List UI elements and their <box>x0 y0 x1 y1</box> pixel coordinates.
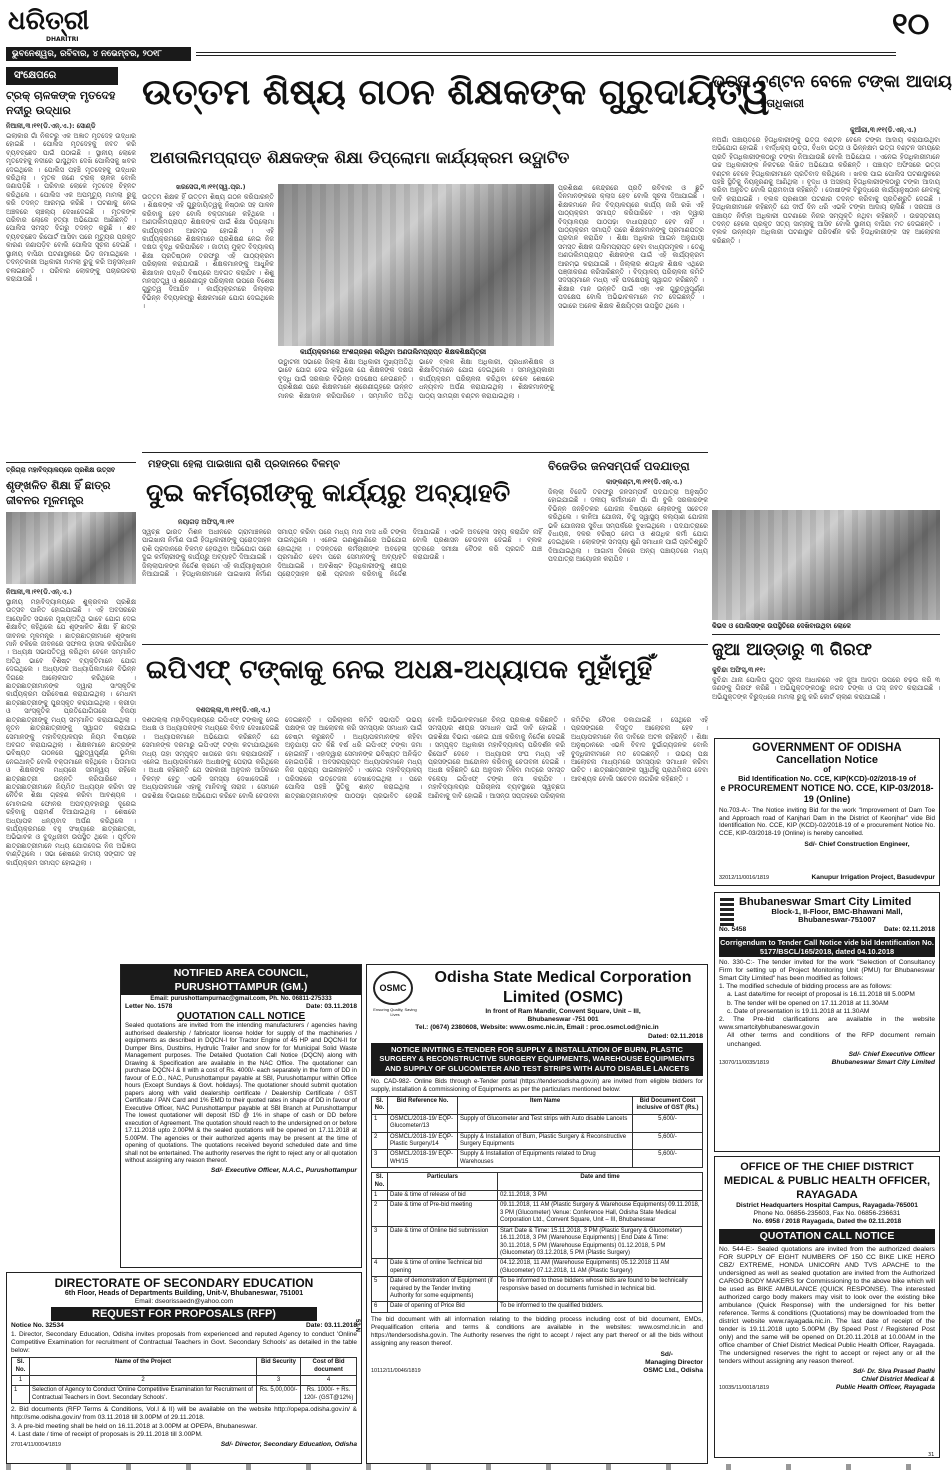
table-cell: Supply & Installation of Equipments related to Drug Warehouses <box>458 1150 633 1168</box>
ad-osmc-addr2: Bhubaneswar -751 001 <box>527 1016 599 1024</box>
ad-bsc-addr2: Bhubaneswar-751007 <box>798 915 876 925</box>
table-cell: 1 <box>372 1114 388 1132</box>
ad-osmc-date: Dated: 02.11.2018 <box>648 1032 703 1040</box>
table-row <box>372 1277 703 1302</box>
gamble-dateline: କୁଚିନ୍ଦା ଅଫିସ୍,୩।୧୧: <box>712 666 766 674</box>
table-cell: 1 <box>372 1191 388 1201</box>
ad-osmc-footer: The bid document with all information relating to the bidding process including cost of bid document, EMDs, Prequalification criteria and terms & conditions are available in the websites: www.osmcl.nic.in and https://tendersodisha.gov.in. The Authority reserves the right to accept / reject any part thereof or all the bids without assigning any reason thereof. <box>371 1315 703 1348</box>
ad-cancellation-notice <box>714 738 940 886</box>
dse-table-header <box>12 1358 357 1376</box>
ad-osmc-banner: NOTICE INVITING E-TENDER FOR SUPPLY & INSTALLATION OF BURN, PLASTIC SURGERY & RECONSTRUCTIVE SURGERY EQUIPMENTS, WAREHOUSE EQUIPMENTS AND SUPPLY OF GLUCOMETER AND TEST STRIPS WITH AUTO DISABLE LANCETS <box>371 1043 703 1076</box>
lead-photo <box>278 184 554 346</box>
ad-osmc-sign: Sd/- <box>660 1350 673 1358</box>
ad-cdm-code: 10035/11/0018/1819 <box>719 1385 770 1392</box>
ad-osmc-tagline: Ensuring Quality, Saving Lives <box>373 1007 417 1017</box>
table-cell: To be informed to the qualified bidders. <box>498 1302 703 1312</box>
osmc-schedule-header <box>372 1173 703 1191</box>
ad-goo-subtitle: Cancellation Notice <box>775 754 879 766</box>
page-footer-dots <box>6 1464 939 1470</box>
table-row <box>372 1191 703 1201</box>
ad-bsc-logo <box>720 898 734 926</box>
story3-body: ଦଶପଲ୍ଲା ମହାବିଦ୍ୟାଳୟରେ ଇପିଏଫ୍ ଟଙ୍କାକୁ ନେଇ ଅଧକ୍ଷ ଓ ଅଧ୍ୟାପକଙ୍କ ମଧ୍ୟରେ ବିବାଦ ଦେଖାଦେଇଛି । ଅଧ୍ୟାପକମାନେ ଅଭିଯୋଗ କରିଛନ୍ତି ଯେ ସେମାନଙ୍କ ଦରମାରୁ ଇପିଏଫ୍ ଟଙ୍କା କଟାଯାଉଥିଲେ ମଧ୍ୟ ତାହା ସମ୍ପୃକ୍ତ ଖାତାରେ ଜମା କରାଯାଉନାହିଁ । ଏନେଇ ଅଧ୍ୟାପକମାନେ ଅଧକ୍ଷଙ୍କୁ ଘେରାଉ କରିଥିଲେ । ଅଧକ୍ଷ କହିଛନ୍ତି ଯେ ସରକାରୀ ଅନୁଦାନ ଆସିବାରେ ବିଳମ୍ବ ହେତୁ ଏଭଳି ସମସ୍ୟା ଦେଖାଦେଇଛି । ଅଧ୍ୟାପକମାନେ ଏହାକୁ ମାନିବାକୁ ନାରାଜ । ସେମାନେ ଉଚ୍ଚଶିକ୍ଷା ବିଭାଗରେ ଅଭିଯୋଗ କରିବେ ବୋଲି ଚେତାବନୀ ଦେଇଛନ୍ତି । ପରିଚାଳନା କମିଟି ସଭାପତି ଉଭୟ ପକ୍ଷଙ୍କ ସହ ଆଲୋଚନା କରି ସମସ୍ୟାର ସମାଧାନ ପାଇଁ ଚେଷ୍ଟା କରୁଛନ୍ତି । ଅଧ୍ୟାପକମାନଙ୍କ କହିବା ଅନୁଯାୟୀ ଗତ କିଛି ବର୍ଷ ଧରି ଇପିଏଫ୍ ଟଙ୍କା ଜମା ହୋଇନାହିଁ । ଏହାଦ୍ୱାରା ସେମାନଙ୍କ ଭବିଷ୍ୟତ ଅନିଶ୍ଚିତ ହୋଇପଡ଼ିଛି । ଅବସରପ୍ରାପ୍ତ ଅଧ୍ୟାପକମାନେ ମଧ୍ୟ ନିଜ ପ୍ରାପ୍ୟ ପାଇନାହାନ୍ତି । ଏନେଇ ମହାବିଦ୍ୟାଳୟ ପରିସରରେ ଉତ୍ତେଜନା ଦେଖାଦେଇଥିଲା । ପରେ ପୋଲିସ ପହଞ୍ଚି ସ୍ଥିତିକୁ ଶାନ୍ତ କରାଇଥିଲା । ଛାତ୍ରଛାତ୍ରୀମାନଙ୍କ ପାଠପଢ଼ା ପ୍ରଭାବିତ ହେଉଛି ବୋଲି ଅଭିଭାବକମାନେ ଚିନ୍ତା ପ୍ରକାଶ କରିଛନ୍ତି । ସମସ୍ୟାର ଶୀଘ୍ର ସମାଧାନ ପାଇଁ ଦାବି ହୋଇଛି । ଉଚ୍ଚଶିକ୍ଷା ବିଭାଗ ଏନେଇ ଯାଞ୍ଚ କରିବାକୁ ନିର୍ଦ୍ଦେଶ ଦେଇଛି । ସମ୍ପୃକ୍ତ ଅଧିକାରୀ ମହାବିଦ୍ୟାଳୟ ପରିଦର୍ଶନ କରି ରିପୋର୍ଟ ଦେବେ । ଅଧ୍ୟାପକ ସଂଘ ମଧ୍ୟ ଏହି ପ୍ରସଙ୍ଗରେ ଆନ୍ଦୋଳନ କରିବାକୁ ଚେତାବନୀ ଦେଇଛି । ଅଧକ୍ଷ କହିଛନ୍ତି ଯେ ଅନୁଦାନ ମିଳିବା ମାତ୍ରେ ସମସ୍ତ ବକେୟା ଇପିଏଫ୍ ଟଙ୍କା ଜମା କରାଯିବ । ମହାବିଦ୍ୟାଳୟର ପରିଚାଳନା ବ୍ୟବସ୍ଥାରେ ସ୍ୱଚ୍ଛତା ଆଣିବାକୁ ଦାବି ହୋଇଛି । ଆସନ୍ତା ସପ୍ତାହରେ ପରିଚାଳନା କମିଟିର ବୈଠକ ଡକାଯାଇଛି । ସେଥିରେ ଏହି ପ୍ରସଙ୍ଗରେ ବିସ୍ତୃତ ଆଲୋଚନା ହେବ । ଅଧ୍ୟାପକମାନେ ନିଜ ଦାବିରେ ଅଟଳ ରହିଛନ୍ତି । ଶିକ୍ଷା ଅନୁଷ୍ଠାନରେ ଏଭଳି ବିବାଦ ଦୁର୍ଭାଗ୍ୟଜନକ ବୋଲି ବୁଦ୍ଧିଜୀବୀମାନେ ମତ ଦେଇଛନ୍ତି । ଉଭୟ ପକ୍ଷ ଆଲୋଚନା ମାଧ୍ୟମରେ ସମସ୍ୟାର ସମାଧାନ କରିବା ଉଚିତ । ଛାତ୍ରଛାତ୍ରୀଙ୍କ ସ୍ୱାର୍ଥକୁ ପ୍ରାଥମିକତା ଦେବା ଆବଶ୍ୟକ ବୋଲି ସଚେତନ ନାଗରିକ କହିଛନ୍ତି । <box>142 716 708 800</box>
ad-cdm-addr: District Headquarters Hospital Campus, Rayagada-765001 <box>736 1202 918 1209</box>
osmc-sch-col-slno: Sl. No. <box>372 1173 388 1191</box>
left-story-kicker: ତ୍ରିଗ୍ରା ମହାବିଦ୍ୟାଳୟରେ ପ୍ରଶିକ୍ଷ ଉତ୍ସବ <box>6 466 116 474</box>
ad-bsc-code: 13070/11/0035/1819 <box>719 1060 770 1067</box>
ad-osmc-contact: Tel.: (0674) 2380608, Website: www.osmc.nic.in, Email : proc.osmcl.od@nic.in <box>415 1024 659 1032</box>
right-top-photo <box>712 510 940 620</box>
ad-bsc-addr1: Block-1, II-Floor, BMC-Bhawani Mall, <box>771 907 903 916</box>
ad-bsc-date: Date: 02.11.2018 <box>884 926 935 934</box>
ad-cdm-sign3: Public Health Officer, Rayagada <box>835 1384 935 1392</box>
ad-nac-ref <box>125 1003 357 1011</box>
ad-cdm-sign2: Chief District Medical & <box>861 1375 935 1383</box>
ad-cdm-title: OFFICE OF THE CHIEF DISTRICT MEDICAL & PUBLIC HEALTH OFFICER, RAYAGADA <box>723 1161 931 1201</box>
table-cell: Supply & Installation of Burn, Plastic Surgery & Reconstructive Surgery Equipments <box>458 1132 633 1150</box>
ad-dse-addr: 6th Floor, Heads of Departments Building, Unit-V, Bhubaneswar, 751001 <box>64 1290 304 1297</box>
osmc-sch-col-date: Date and time <box>498 1173 703 1191</box>
story2-kicker: ମହଙ୍ଗା ହେଲା ପାଇଖାନା ରାଶି ପ୍ରଦାନରେ ବିଳମ୍ବ <box>148 459 340 470</box>
table-cell: OSMCL/2018-19/ EQP-Plastic Surgery/14 <box>388 1132 458 1150</box>
ad-cdmo-rayagada <box>714 1156 940 1458</box>
ad-nac-purushottampur <box>120 964 362 1268</box>
ad-osmc-sign2: Managing Director <box>645 1358 703 1366</box>
table-cell: OSMCL/2018-19/ EQP-WH/15 <box>388 1150 458 1168</box>
table-cell: Date of opening of Price Bid <box>388 1302 498 1312</box>
table-cell: OSMCL/2018-19/ EQP-Glucometer/13 <box>388 1114 458 1132</box>
table-cell: 5 <box>372 1277 388 1302</box>
dse-table-index <box>12 1376 357 1386</box>
ad-dse-p1: 1. Director, Secondary Education, Odisha invites proposals from experienced and reputed Agency to conduct 'Online Competitive Examination for recruitment of Contractual Teachers in Govt. Secondary Schools' as detailed in the table below: <box>11 1330 357 1355</box>
lead-dateline: ଖରସେତା,୩।୧୧(ସ୍ୱ.ପ୍ର.) <box>176 183 246 191</box>
ad-cdm-body: No. 544-E:- Sealed quotations are invited from the authorized dealers FOR SUPPLY OF EIGHT NUMBERS OF 150 CC BIKE LIKE HERO CBZ/ EXTREME, HONDA UNICORN AND TVS APACHE to the undersigned as well as sealed quotation are invited from the Authorized CARGO BODY MAKERS for Commissioning to the above bike which will be used as BIKE AMBULANCE (QUICK RESPONSE). The interested authorized cargo body makers may visit to look over the existing bike ambulance (Quick Response) with the undersigned for his better reference. Terms & conditions (Quotations) may be downloaded from the district website www.rayagada.nic.in. The last date of receipt of the tender is 19.11.2018 upto 5.00PM (By Speed Post / Registered Post only) and the same will be opened on Dt.20.11.2018 at 10.00AM in the office chamber of Chief District Medical Public Health Officer, Rayagada. The undersigned reserves the right to accept or reject any or all the tenders without assigning any reason thereof. <box>719 1245 935 1365</box>
table-cell: 3 <box>372 1226 388 1259</box>
left-story-dateline: ନିଆଳୀ,୩।୧୧(ଡି.ଏନ୍.ଏ.) <box>6 588 72 596</box>
ad-goo-line2: Bid Identification No. CCE, KIP(KCD)-02/2018-19 of <box>738 774 916 784</box>
table-cell: 5,600/- <box>633 1150 703 1168</box>
masthead-logo: ଧରିତ୍ରୀ <box>8 6 90 36</box>
ad-bsc-title: Bhubaneswar Smart City Limited <box>739 896 912 908</box>
brief-dateline: ନିଆଳୀ,୩।୧୧(ଡି.ଏନ୍.ଏ.): ସୋଣ୍ଡି <box>6 122 96 130</box>
ad-bsc-item1a: a. Last date/time for receipt of proposal is 16.11.2018 till 5.00PM <box>727 991 915 999</box>
ad-secondary-education <box>6 1272 362 1464</box>
lead-headline: ଉତ୍ତମ ଶିଷ୍ୟ ଗଠନ ଶିକ୍ଷକଙ୍କ ଗୁରୁଦାୟିତ୍ୱ <box>142 72 770 113</box>
ad-bsc-banner: Corrigendum to Tender Call Notice vide bid Identification No. 5177/BSCL/165/2018, dated 04.10.2018 <box>720 937 934 956</box>
right-top-body: ନଅଗାଁ ପଞ୍ଚାୟତରେ ହିତାଧିକାରୀଙ୍କୁ ଭତ୍ତା ବଣ୍ଟନ ବେଳେ ଟଙ୍କା ଆଦାୟ କରାଯାଉଥିବା ଅଭିଯୋଗ ହୋଇଛି । ବାର୍ଦ୍ଧକ୍ୟ ଭତ୍ତା, ବିଧବା ଭତ୍ତା ଓ ଭିନ୍ନକ୍ଷମ ଭତ୍ତା ବଣ୍ଟନ ସମୟରେ ପ୍ରତି ହିତାଧିକାରୀଙ୍କଠାରୁ ଟଙ୍କା ନିଆଯାଉଛି ବୋଲି ଅଭିଯୋଗ । ଏନେଇ ହିତାଧିକାରୀମାନେ ଉଚ୍ଚ ଅଧିକାରୀଙ୍କ ନିକଟରେ ଲିଖିତ ଅଭିଯୋଗ କରିଛନ୍ତି । ପଞ୍ଚାୟତ ଅଫିସରେ ଭତ୍ତା ବଣ୍ଟନ ବେଳେ ହିତାଧିକାରୀମାନେ ପ୍ରତିବାଦ କରିଥିଲେ । ଖବର ପାଇ ପୋଲିସ ଘଟଣାସ୍ଥଳରେ ପହଞ୍ଚି ସ୍ଥିତିକୁ ନିୟନ୍ତ୍ରଣକୁ ଆଣିଥିଲା । ବୃଦ୍ଧ ଓ ଅସହାୟ ହିତାଧିକାରୀଙ୍କଠାରୁ ଟଙ୍କା ଆଦାୟ କରିବା ଅନୁଚିତ ବୋଲି ଗ୍ରାମବାସୀ କହିଛନ୍ତି । ଦୋଷୀଙ୍କ ବିରୁଦ୍ଧରେ କାର୍ଯ୍ୟାନୁଷ୍ଠାନ ନେବାକୁ ଦାବି କରାଯାଇଛି । ବ୍ଲକ ପ୍ରଶାସନ ଘଟଣାର ତଦନ୍ତ କରିବାକୁ ପ୍ରତିଶ୍ରୁତି ଦେଇଛି । ହିତାଧିକାରୀମାନେ କହିଛନ୍ତି ଯେ ଦୀର୍ଘ ଦିନ ଧରି ଏଭଳି ଟଙ୍କା ଆଦାୟ ଚାଲିଛି । ସରପଞ୍ଚ ଓ ପଞ୍ଚାୟତ ନିର୍ବାହୀ ଅଧିକାରୀ ଘଟଣାରେ ନିଜର ସମ୍ପୃକ୍ତି ନଥିବା କହିଛନ୍ତି । ଉଚ୍ଚସ୍ତରୀୟ ତଦନ୍ତ ହେଲେ ପ୍ରକୃତ ସତ୍ୟ ସାମ୍ନାକୁ ଆସିବ ବୋଲି ସ୍ଥାନୀୟ ବାସିନ୍ଦା ମତ ଦେଇଛନ୍ତି । ବ୍ଲକ ଉନ୍ନୟନ ଅଧିକାରୀ ଘଟଣାସ୍ଥଳ ପରିଦର୍ଶନ କରି ହିତାଧିକାରୀଙ୍କ ସହ ଆଲୋଚନା କରିଛନ୍ତି । <box>712 136 940 245</box>
ad-goo-line3: e PROCUREMENT NOTICE NO. CCE, KIP-03/2018-19 (Online) <box>720 783 934 805</box>
ad-nac-letter: Letter No. 1578 <box>125 1003 173 1011</box>
table-cell: To be informed to those bidders whose bids are found to be technically responsive based on documents furnished in technical bid. <box>498 1277 703 1302</box>
ad-dse-p3: 3. A pre-bid meeting shall be held on 16.11.2018 at 3.00PM at OPEPA, Bhubaneswar. <box>11 1422 258 1430</box>
table-cell: Date & time of release of bid <box>388 1191 498 1201</box>
table-cell: 09.11.2018, 11 AM (Plastic Surgery & Warehouse Equipments) 09.11.2018, 3 PM (Glucometer) Venue: Conference Hall, Odisha State Medical Corporation Ltd., Convent Square, Unit – III, Bhubaneswar <box>498 1201 703 1226</box>
lead-photo-caption: କାର୍ଯ୍ୟକ୍ରମରେ ଅଂଶଗ୍ରହଣ କରିଥିବା ଅଣତାଲିମପ୍ରାପ୍ତ ଶିକ୍ଷକଶିକ୍ଷୟିତ୍ରୀ <box>300 348 487 356</box>
osmc-logo: OSMC <box>373 971 413 1005</box>
ad-bsc-sign2: Bhubaneswar Smart City Limited <box>831 1059 935 1067</box>
ad-osmc <box>366 964 708 1464</box>
side-story-headline: ବିଜେଡିର ଜନସମ୍ପର୍କ ପଦଯାତ୍ରା <box>548 459 690 473</box>
table-cell: 6 <box>372 1302 388 1312</box>
table-cell: 04.12.2018, 11 AM (Warehouse Equipments) 05.12.2018 11 AM (Glucometer) 07.12.2018, 11 AM (Plastic Surgery) <box>498 1259 703 1277</box>
ad-cdm-no: No. 6958 / 2018 Rayagada, Dated the 02.11.2018 <box>752 1218 902 1226</box>
gamble-body: କୁଚିନ୍ଦା ଥାନା ପୋଲିସ ଗୁପ୍ତ ସୂଚନା ଆଧାରରେ ଏକ ଜୁଆ ଆଡ୍ଡା ଉପରେ ଚଢ଼ଉ କରି ୩ ଜଣଙ୍କୁ ଗିରଫ କରିଛି । ଅଭିଯୁକ୍ତଙ୍କଠାରୁ ନଗଦ ଟଙ୍କା ଓ ତାସ୍ ଜବତ କରାଯାଇଛି । ଅଭିଯୁକ୍ତଙ୍କ ବିରୁଦ୍ଧରେ ମାମଲା ରୁଜୁ କରି କୋର୍ଟ ଚାଲାଣ କରାଯାଇଛି । <box>712 676 940 701</box>
brief-label: ସଂକ୍ଷେପରେ <box>14 70 57 81</box>
table-row <box>372 1132 703 1150</box>
ad-osmc-sign3: OSMC Ltd., Odisha <box>643 1366 703 1374</box>
ad-goo-body: No.703-A:- The Notice inviting Bid for the work "Improvement of Dam Toe and Approach road of Kanjhari Dam in the District of Keonjhar" vide Bid Identification No. CCE, KIP (KCD)-02/2018-19 of e procurement Notice No. CCE, KIP-03/2018-19 (Online) is hereby cancelled. <box>719 807 935 837</box>
dse-col-security: Bid Security <box>257 1358 301 1376</box>
story2-dateline: ନୟାଗଡ଼ ଅଫିସ୍,୩।୧୧ <box>178 518 235 526</box>
story3-dateline: ଦଶପଲ୍ଲା,୩।୧୧(ଡି.ଏନ୍.ଏ.) <box>196 706 271 714</box>
lead-body-col1: ଉତ୍ତମ ଶିକ୍ଷକ ହିଁ ଉତ୍ତମ ଶିଷ୍ୟ ଗଠନ କରିପାରନ୍ତି । ଶିକ୍ଷକଙ୍କ ଏହି ଗୁରୁଦାୟିତ୍ୱକୁ ନିଷ୍ଠାର ସହ ପାଳନ କରିବାକୁ ହେବ ବୋଲି ବକ୍ତାମାନେ କହିଥିଲେ । ଅଣତାଲିମପ୍ରାପ୍ତ ଶିକ୍ଷକଙ୍କ ପାଇଁ ଶିକ୍ଷା ଡିପ୍ଲୋମା କାର୍ଯ୍ୟକ୍ରମ ଆରମ୍ଭ ହୋଇଛି । ଏହି କାର୍ଯ୍ୟକ୍ରମରେ ଶିକ୍ଷକମାନେ ପ୍ରଶିକ୍ଷଣ ନେଇ ନିଜ ଦକ୍ଷତା ବୃଦ୍ଧି କରିପାରିବେ । ଜାତୀୟ ମୁକ୍ତ ବିଦ୍ୟାଳୟ ଶିକ୍ଷା ପ୍ରତିଷ୍ଠାନ ତରଫରୁ ଏହି ପାଠ୍ୟକ୍ରମ ପରିଚାଳନା କରାଯାଉଛି । ଶିକ୍ଷକମାନଙ୍କୁ ଆଧୁନିକ ଶିକ୍ଷାଦାନ ପଦ୍ଧତି ବିଷୟରେ ଅବଗତ କରାଯିବ । ଶିଶୁ ମନସ୍ତତ୍ତ୍ୱ ଓ ଶ୍ରେଣୀଗୃହ ପରିଚାଳନା ଉପରେ ବିଶେଷ ଗୁରୁତ୍ୱ ଦିଆଯିବ । କାର୍ଯ୍ୟକ୍ରମରେ ଜିଲ୍ଲାର ବିଭିନ୍ନ ବିଦ୍ୟାଳୟରୁ ଶିକ୍ଷକମାନେ ଯୋଗ ଦେଇଥିଲେ । <box>142 193 274 311</box>
table-cell: Date & time of Online bid submission <box>388 1226 498 1259</box>
ad-goo-sign: Sd/- Chief Construction Engineer, <box>804 840 910 848</box>
ad-nac-banner: QUOTATION CALL NOTICE <box>176 1011 306 1023</box>
ad-goo-title: GOVERNMENT OF ODISHA <box>752 742 902 754</box>
ad-bsc-item3: All other terms and conditions of the RFP document remain unchanged. <box>727 1032 935 1048</box>
table-row <box>372 1302 703 1312</box>
left-story-headline: ଶୃଙ୍ଖଳିତ ଶିକ୍ଷା ହିଁ ଛାତ୍ର ଜୀବନର ମୂଳମନ୍ତ୍ର <box>6 479 111 507</box>
table-cell: 3 <box>257 1376 301 1386</box>
osmc-bid-table <box>371 1096 703 1168</box>
ad-bsc-ref <box>719 926 935 934</box>
table-cell: 1 <box>12 1376 30 1386</box>
masthead-dateline: ଭୁବନେଶ୍ୱର, ରବିବାର, ୪ ନଭେମ୍ବର, ୨୦୧୮ <box>12 49 162 59</box>
ad-bsc-item1c: c. Date of presentation is 19.11.2018 at 11.30AM <box>727 1007 870 1015</box>
side-story-body: ଜିଲ୍ଲା ବିଜେଡି ତରଫରୁ ଜନସମ୍ପର୍କ ପଦଯାତ୍ରା ଅନୁଷ୍ଠିତ ହୋଇଯାଇଛି । ଦଳୀୟ କର୍ମୀମାନେ ଗାଁ ଗାଁ ବୁଲି ସରକାରଙ୍କ ବିଭିନ୍ନ ଜନହିତକର ଯୋଜନା ବିଷୟରେ ଲୋକଙ୍କୁ ସଚେତନ କରିଥିଲେ । କାଳିଆ ଯୋଜନା, ବିଜୁ ସ୍ୱାସ୍ଥ୍ୟ କଲ୍ୟାଣ ଯୋଜନା ଭଳି ଯୋଜନାର ସୁବିଧା ସମ୍ପର୍କରେ ବୁଝାଇଥିଲେ । ପଦଯାତ୍ରାରେ ବିଧାୟକ, ଦଳର ବରିଷ୍ଠ ନେତା ଓ ଶତାଧିକ କର୍ମୀ ଯୋଗ ଦେଇଥିଲେ । ଲୋକଙ୍କ ସମସ୍ୟା ଶୁଣି ସମାଧାନ ପାଇଁ ପ୍ରତିଶ୍ରୁତି ଦିଆଯାଇଥିଲା । ଆଗାମୀ ଦିନରେ ଅନ୍ୟ ପଞ୍ଚାୟତରେ ମଧ୍ୟ ପଦଯାତ୍ରା ଆୟୋଜନ କରାଯିବ । <box>548 488 708 564</box>
story2-body: ସ୍ୱଚ୍ଛ ଭାରତ ମିଶନ ଅଧୀନରେ ଗ୍ରାମାଞ୍ଚଳରେ ପାଇଖାନା ନିର୍ମାଣ ପାଇଁ ହିତାଧିକାରୀଙ୍କୁ ପ୍ରୋତ୍ସାହନ ରାଶି ପ୍ରଦାନରେ ବିଳମ୍ବ ହେଉଥିବା ଅଭିଯୋଗ ପରେ ଦୁଇ କର୍ମଚାରୀଙ୍କୁ କାର୍ଯ୍ୟରୁ ଅବ୍ୟାହତି ଦିଆଯାଇଛି । ଜିଲ୍ଲାପାଳଙ୍କ ନିର୍ଦ୍ଦେଶ କ୍ରମେ ଏହି କାର୍ଯ୍ୟାନୁଷ୍ଠାନ ନିଆଯାଇଛି । ହିତାଧିକାରୀମାନେ ପାଇଖାନା ନିର୍ମାଣ ସମାପ୍ତ କରିବା ପରେ ମଧ୍ୟ ମାସ ମାସ ଧରି ଟଙ୍କା ପାଇନଥିଲେ । ଏନେଇ ଗଣଶୁଣାଣିରେ ଅଭିଯୋଗ ହୋଇଥିଲା । ତଦନ୍ତରେ କର୍ମଚାରୀଙ୍କ ଅବହେଳା ପ୍ରମାଣିତ ହେବା ପରେ ସେମାନଙ୍କୁ ଅବ୍ୟାହତି ଦିଆଯାଇଛି । ଅବଶିଷ୍ଟ ହିତାଧିକାରୀଙ୍କୁ ଶୀଘ୍ର ପ୍ରୋତ୍ସାହନ ରାଶି ପ୍ରଦାନ କରିବାକୁ ନିର୍ଦ୍ଦେଶ ଦିଆଯାଇଛି । ଏଭଳି ଅବହେଳା ସହ୍ୟ କରାଯିବ ନାହିଁ ବୋଲି ପ୍ରଶାସନ ଚେତାବନୀ ଦେଇଛି । ବ୍ଲକ ସ୍ତରରେ ସମୀକ୍ଷା ବୈଠକ କରି ପ୍ରଗତି ଯାଞ୍ଚ କରାଯାଉଛି । <box>142 528 542 579</box>
ad-cdm-footer <box>719 1384 935 1392</box>
ad-dse-sign: Sd/- Director, Secondary Education, Odisha <box>220 1441 357 1449</box>
story2-headline: ଦୁଇ କର୍ମଚାରୀଙ୍କୁ କାର୍ଯ୍ୟରୁ ଅବ୍ୟାହତି <box>146 478 511 507</box>
ad-nac-email: Email: purushottampurnac@gmail.com, Ph. No. 06811-275333 <box>150 995 332 1002</box>
ad-bsc-sign: Sd/- Chief Executive Officer <box>848 1050 935 1058</box>
ad-goo-line1: of <box>823 765 831 774</box>
ad-osmc-code: 10112/11/0046/1819 <box>371 1367 421 1374</box>
table-cell: 5,600/- <box>633 1132 703 1150</box>
table-cell: 4 <box>372 1259 388 1277</box>
ad-nac-title: NOTIFIED AREA COUNCIL, PURUSHOTTAMPUR (GM.) <box>121 965 361 995</box>
ad-osmc-intro: No. CAD-982- Online Bids through e-Tender portal (https://tendersodisha.gov.in) are invited from eligible bidders for supply, installation & commissioning of Equipments as per the particulars mentioned below: <box>371 1077 703 1093</box>
ad-dse-notice: Notice No. 32534 <box>11 1322 64 1330</box>
ad-cdm-banner: QUOTATION CALL NOTICE <box>719 1229 935 1244</box>
table-cell: Date & time of online Technical bid opening <box>388 1259 498 1277</box>
dse-col-project: Name of the Project <box>30 1358 257 1376</box>
table-cell: 4 <box>301 1376 357 1386</box>
table-cell: Date & time of Pre-bid meeting <box>388 1201 498 1226</box>
page-number: ୧୦ <box>892 7 930 42</box>
dse-col-slno: Sl. No. <box>12 1358 30 1376</box>
left-story-body: ସ୍ଥାନୀୟ ମହାବିଦ୍ୟାଳୟରେ ଶୁକ୍ରବାର ପ୍ରଶିକ୍ଷ ଉତ୍ସବ ପାଳିତ ହୋଇଯାଇଛି । ଏହି ଅବସରରେ ଆୟୋଜିତ ସଭାରେ ମୁଖ୍ୟଅତିଥି ଭାବେ ଯୋଗ ଦେଇ ଶିକ୍ଷାବିତ୍ କହିଥିଲେ ଯେ ଶୃଙ୍ଖଳିତ ଶିକ୍ଷା ହିଁ ଛାତ୍ର ଜୀବନର ମୂଳମନ୍ତ୍ର । ଛାତ୍ରଛାତ୍ରୀମାନେ ଶୃଙ୍ଖଳା ମାନି ଚଳିଲେ ଜୀବନରେ ସଫଳତା ହାସଲ କରିପାରିବେ । ଅଧ୍ୟକ୍ଷ ସଭାପତିତ୍ୱ କରିଥିବା ବେଳେ ସମ୍ମାନିତ ଅତିଥି ଭାବେ ବିଶିଷ୍ଟ ବ୍ୟକ୍ତିମାନେ ଯୋଗ ଦେଇଥିଲେ । ଅଧ୍ୟାପକ ଅଧ୍ୟାପିକାମାନେ ବିଭିନ୍ନ ଦିଗରେ ଆଲୋକପାତ କରିଥିଲେ । ଛାତ୍ରଛାତ୍ରୀମାନଙ୍କ ଦ୍ୱାରା ସାଂସ୍କୃତିକ କାର୍ଯ୍ୟକ୍ରମ ପରିବେଷଣ କରାଯାଇଥିଲା । ମେଧାବୀ ଛାତ୍ରଛାତ୍ରୀଙ୍କୁ ପୁରସ୍କୃତ କରାଯାଇଥିଲା । କ୍ରୀଡ଼ା ଓ ସାଂସ୍କୃତିକ ପ୍ରତିଯୋଗିତାରେ ବିଜୟୀ ଛାତ୍ରଛାତ୍ରୀଙ୍କୁ ମଧ୍ୟ ସମ୍ମାନିତ କରାଯାଇଥିଲା । ନୂତନ ଛାତ୍ରଛାତ୍ରୀଙ୍କୁ ସ୍ୱାଗତ କରାଯାଇ ସେମାନଙ୍କୁ ମହାବିଦ୍ୟାଳୟର ନିୟମ ବିଷୟରେ ଅବଗତ କରାଯାଇଥିଲା । ଶିକ୍ଷକମାନେ ଛାତ୍ରଙ୍କ ଭବିଷ୍ୟତ ଗଠନରେ ଗୁରୁତ୍ୱପୂର୍ଣ୍ଣ ଭୂମିକା ନେଇଥାନ୍ତି ବୋଲି ବକ୍ତାମାନେ କହିଥିଲେ । ପିତାମାତା ଓ ଶିକ୍ଷକଙ୍କ ମଧ୍ୟରେ ସମନ୍ୱୟ ରହିଲେ ଛାତ୍ରଛାତ୍ରୀ ଉନ୍ନତି କରିପାରିବେ । ଛାତ୍ରଛାତ୍ରୀମାନେ ନିୟମିତ ଅଧ୍ୟୟନ କରିବା ସହ ନୈତିକ ଶିକ୍ଷା ଗ୍ରହଣ କରିବା ଆବଶ୍ୟକ । ମୋବାଇଲ ଫୋନର ଅପବ୍ୟବହାରରୁ ଦୂରେଇ ରହିବାକୁ ପରାମର୍ଶ ଦିଆଯାଇଥିଲା । ଶେଷରେ ଅଧ୍ୟାପକ ଧନ୍ୟବାଦ ଅର୍ପଣ କରିଥିଲେ । କାର୍ଯ୍ୟକ୍ରମରେ ବହୁ ସଂଖ୍ୟାରେ ଛାତ୍ରଛାତ୍ରୀ, ଅଭିଭାବକ ଓ ବୁଦ୍ଧିଜୀବୀ ଉପସ୍ଥିତ ଥିଲେ । ପୂର୍ବତନ ଛାତ୍ରଛାତ୍ରୀମାନେ ମଧ୍ୟ ଯୋଗଦେଇ ନିଜ ଅଭିଜ୍ଞତା ବାଣ୍ଟିଥିଲେ । ସଭା ଶେଷରେ ଜାତୀୟ ସଙ୍ଗୀତ ସହ କାର୍ଯ୍ୟକ୍ରମ ସମାପ୍ତ ହୋଇଥିଲା । <box>6 598 136 867</box>
table-row <box>12 1386 357 1404</box>
table-cell: Rs. 5,00,000/- <box>257 1386 301 1404</box>
brief-title: ଟ୍ରକ୍ ଚାଳକଙ୍କ ମୃତଦେହ ନଦୀରୁ ଉଦ୍ଧାର <box>6 89 116 117</box>
page-footer-number: 31 <box>928 1452 935 1458</box>
table-cell: 3 <box>372 1150 388 1168</box>
table-cell: 2 <box>372 1132 388 1150</box>
dse-col-cost: Cost of Bid document <box>301 1358 357 1376</box>
masthead <box>6 4 939 64</box>
ad-nac-date: Date: 03.11.2018 <box>306 1003 357 1011</box>
ad-bsc-no: No. 5458 <box>719 926 747 934</box>
ad-osmc-bottom <box>371 1367 703 1375</box>
table-cell: Start Date & Time: 15.11.2018, 3 PM (Plastic Surgery & Glucometer) 16.11.2018, 3 PM (Warehouse Equipments) | End Date & Time: 30.11.2018, 5 PM (Warehouse Equipments) 01.12.2018, 5 PM (Glucometer) 03.12.2018, 5 PM (Plastic Surgery) <box>498 1226 703 1259</box>
ad-goo-sign2: Kanupur Irrigation Project, Basudevpur <box>811 873 935 881</box>
table-row <box>372 1114 703 1132</box>
table-cell: 1 <box>12 1386 30 1404</box>
table-row <box>372 1150 703 1168</box>
left-story-photo <box>6 512 136 584</box>
osmc-schedule-table <box>371 1172 703 1313</box>
ad-nac-sign: Sd/- Executive Officer, N.A.C., Purushottampur <box>210 1166 357 1174</box>
lead-body-col3: ପ୍ରଶିକ୍ଷଣ କେନ୍ଦ୍ରରେ ପ୍ରତି ରବିବାର ଓ ଛୁଟି ଦିନମାନଙ୍କରେ କ୍ଲାସ ହେବ ବୋଲି ସୂଚନା ଦିଆଯାଇଛି । ଶିକ୍ଷକମାନେ ନିଜ ବିଦ୍ୟାଳୟରେ କାର୍ଯ୍ୟ ଜାରି ରଖି ଏହି ପାଠ୍ୟକ୍ରମ ସମାପ୍ତ କରିପାରିବେ । ଏହା ଦ୍ୱାରା ବିଦ୍ୟାଳୟର ପାଠପଢ଼ା ବାଧାପ୍ରାପ୍ତ ହେବ ନାହିଁ । ପାଠ୍ୟକ୍ରମ ସମାପ୍ତି ପରେ ଶିକ୍ଷକମାନଙ୍କୁ ପ୍ରମାଣପତ୍ର ପ୍ରଦାନ କରାଯିବ । ଶିକ୍ଷା ଅଧିକାର ଆଇନ ଅନୁଯାୟୀ ସମସ୍ତ ଶିକ୍ଷକ ତାଲିମପ୍ରାପ୍ତ ହେବା ବାଧ୍ୟତାମୂଳକ । ତେଣୁ ଅଣତାଲିମପ୍ରାପ୍ତ ଶିକ୍ଷକଙ୍କ ପାଇଁ ଏହି କାର୍ଯ୍ୟକ୍ରମ ଆରମ୍ଭ କରାଯାଇଛି । ଜିଲ୍ଲାର ଶତାଧିକ ଶିକ୍ଷକ ଏଥିରେ ପଞ୍ଜୀକରଣ କରିସାରିଛନ୍ତି । ବିଦ୍ୟାଳୟ ପରିଚାଳନା କମିଟି ସଦସ୍ୟମାନେ ମଧ୍ୟ ଏହି ପଦକ୍ଷେପକୁ ସ୍ୱାଗତ କରିଛନ୍ତି । ଶିକ୍ଷାର ମାନ ଉନ୍ନତି ପାଇଁ ଏହା ଏକ ଗୁରୁତ୍ୱପୂର୍ଣ୍ଣ ପଦକ୍ଷେପ ବୋଲି ଅଭିଭାବକମାନେ ମତ ଦେଇଛନ୍ତି । ସଭାରେ ଅନେକ ଶିକ୍ଷକ ଶିକ୍ଷୟିତ୍ରୀ ଉପସ୍ଥିତ ଥିଲେ । <box>558 184 704 310</box>
left-divider <box>6 462 136 463</box>
ad-dse-p2: 2. Bid documents (RFP Terms & Conditions, Vol.I & II) will be available on the website http://opepa.odisha.gov.in/ & http://sme.odisha.gov.in/ from 03.11.2018 till 3.00PM of 29.11.2018. <box>11 1406 357 1422</box>
gamble-headline: ଜୁଆ ଆଡ୍ଡାରୁ ୩ ଗିରଫ <box>712 640 872 660</box>
table-row <box>372 1259 703 1277</box>
ad-dse-bottom <box>11 1441 357 1449</box>
lead-subhead: ଅଣତାଲିମପ୍ରାପ୍ତ ଶିକ୍ଷକଙ୍କ ଶିକ୍ଷା ଡିପ୍ଲୋମା କାର୍ଯ୍ୟକ୍ରମ ଉଦ୍ଘାଟିତ <box>150 148 570 167</box>
osmc-bid-table-header <box>372 1097 703 1115</box>
masthead-rule <box>196 52 896 56</box>
osmc-bid-col-ref: Bid Reference No. <box>388 1097 458 1115</box>
ad-dse-code: 27014/11/0004/1819 <box>11 1442 62 1449</box>
ad-dse-ref <box>11 1322 357 1330</box>
ad-cdm-phone: Phone No. 06856-235603, Fax No. 06856-236631 <box>753 1210 901 1218</box>
table-cell: 2 <box>372 1201 388 1226</box>
table-cell: Rs. 1000/- + Rs. 120/- (GST@12%) <box>301 1386 357 1404</box>
story3-rule <box>142 644 708 645</box>
right-top-caption: କିଭଦ ଓ ପୋଲିସଙ୍କ ଉପସ୍ଥିତିରେ ଦେଖିବାଉଥିବା ଲୋକେ <box>712 622 851 630</box>
ad-goo-code: 32012/11/0016/1819 <box>719 874 770 881</box>
table-cell: 2 <box>30 1376 257 1386</box>
table-cell: Date of demonstration of Equipment (if required by the Tender Inviting Authority for some equipments) <box>388 1277 498 1302</box>
story3-headline: ଇପିଏଫ୍ ଟଙ୍କାକୁ ନେଇ ଅଧକ୍ଷ-ଅଧ୍ୟାପକ ମୁହାଁମୁହିଁ <box>146 655 653 685</box>
brief-body: ଇଲାକାର ଗାଁ ନିକଟରୁ ଏକ ଅଜ୍ଞାତ ମୃତଦେହ ଉଦ୍ଧାର ହୋଇଛି । ପୋଲିସ ମୃତଦେହକୁ ଜବତ କରି ବ୍ୟବଚ୍ଛେଦ ପାଇଁ ପଠାଇଛି । ସ୍ଥାନୀୟ ଲୋକେ ମୃତଦେହକୁ ନଦୀରେ ଭାସୁଥିବା ଦେଖି ପୋଲିସକୁ ଖବର ଦେଇଥିଲେ । ପୋଲିସ ପହଞ୍ଚି ମୃତଦେହକୁ ଉଦ୍ଧାର କରିଥିଲା । ମୃତକ ଜଣେ ଟ୍ରକ୍ ଚାଳକ ବୋଲି ଜଣାପଡ଼ିଛି । ପରିବାର ଲୋକେ ମୃତଦେହ ଚିହ୍ନଟ କରିଥିଲେ । ପୋଲିସ ଏକ ଅପମୃତ୍ୟୁ ମାମଲା ରୁଜୁ କରି ତଦନ୍ତ ଆରମ୍ଭ କରିଛି । ଘଟଣାକୁ ନେଇ ଅଞ୍ଚଳରେ ଚାଞ୍ଚଲ୍ୟ ଦେଖାଦେଇଛି । ମୃତକଙ୍କ ପରିବାର ଲୋକେ ହତ୍ୟା ଅଭିଯୋଗ ଆଣିଛନ୍ତି । ପୋଲିସ ସମସ୍ତ ଦିଗରୁ ତଦନ୍ତ କରୁଛି । ଶବ ବ୍ୟବଚ୍ଛେଦ ରିପୋର୍ଟ ଆସିବା ପରେ ମୃତ୍ୟୁର ପ୍ରକୃତ କାରଣ ଜଣାପଡ଼ିବ ବୋଲି ପୋଲିସ ସୂଚନା ଦେଇଛି । ସ୍ଥାନୀୟ ବାସିନ୍ଦା ଘଟଣାସ୍ଥଳରେ ଭିଡ଼ ଜମାଇଥିଲେ । ତଦନ୍ତକାରୀ ଅଧିକାରୀ ମାମଲା ରୁଜୁ କରି ଅନୁସନ୍ଧାନ ଚଳାଇଛନ୍ତି । ପରିବାର ଲୋକଙ୍କୁ ପଚାରଉଚରା କରାଯାଉଛି । <box>6 132 136 283</box>
osmc-bid-col-item: Item Name <box>458 1097 633 1115</box>
ad-osmc-addr: In front of Ram Mandir, Convent Square, Unit – III, <box>485 1008 641 1015</box>
masthead-logo-sub: DHARITRI <box>46 36 79 43</box>
ad-smart-city <box>714 892 940 1152</box>
ad-dse-banner: REQUEST FOR PROPOSALS (RFP) <box>51 1307 317 1321</box>
osmc-sch-col-particulars: Particulars <box>388 1173 498 1191</box>
osmc-bid-col-slno: Sl. No. <box>372 1097 388 1115</box>
table-row <box>372 1226 703 1259</box>
ad-bsc-footer <box>719 1059 935 1067</box>
ad-bsc-body: No. 330-C:- The tender invited for the work "Selection of Consultancy Firm for setting up of Project Monitoring Unit (PMU) for Bhubaneswar Smart City Limited" has been modified as follows: <box>719 958 935 983</box>
gamble-rule <box>712 634 940 635</box>
ad-cdm-sign: Sd/- Dr. Siva Prasad Padhi <box>852 1367 935 1375</box>
ad-bsc-item1b: b. The tender will be opened on 17.11.2018 at 11.30AM <box>727 999 889 1007</box>
ad-nac-body: Sealed quotations are invited from the intending manufacturers / agencies having authorised dealership / fabricator license holder for supply of the machineries / equipments as described in DQCN-I for Tractor Engine of 45 HP and DQCN-II for Dumper Bins, Dustbins, Hydrulic Trailer and snow for for Municipal Solid Waste Management purposes. The Detailed Quotation Call Notice (DQCN) along with Drawing & Specification are available in the NAC Office. The quotationer can purchase DQCN-I & II with a cost of Rs. 4000/- each separately in the form of DD in favour of E.O., NAC, Purushottampur payable at SBI, Purushottampur within Office hours (Except Sundays & Govt. holidays). The quotationer should submit quotation papers along with valid dealership certificate / Dealership Certificate / GST Certificate / PAN Card and 1% EMD to their quoted rates in shape of DD in favour of Executive Officer, NAC Purushottampur payable at SBI Branch at Purushottampur The lowest quotationer will deposit ISD @ 1% in shape of cash or DD before execution of Agreement. The quotation should reach to the undersigned on or before 17.11.2018 upto 2.00PM & the sealed quotations will be opened on 17.11.2018 at 5.00PM. The agencies or their authorized agents may be present at the time of opening of quotations. The quotations received beyond scheduled date and time shall not be entertained. The authority reserves the right to reject any or all quotation without assigning any reason thereof. <box>125 1022 357 1165</box>
table-cell: 02.11.2018, 3 PM <box>498 1191 703 1201</box>
ad-dse-side: 53-N <box>354 1319 360 1333</box>
ad-dse-email: Email: dseorissaedn@yahoo.com <box>134 1298 234 1306</box>
side-story-dateline: କାଙ୍କଣ୍ଟା,୩।୧୧(ଡି.ଏନ୍.ଏ.) <box>606 478 683 486</box>
right-top-dateline: କୁଆଁରୀ,୩।୧୧(ଡି.ଏନ୍.ଏ.) <box>850 126 917 134</box>
ad-dse-date: Date: 03.11.2018 <box>306 1322 357 1330</box>
table-cell: 5,600/- <box>633 1114 703 1132</box>
dse-table <box>11 1357 357 1404</box>
right-top-subhead: ହିତାଧିକାରୀ <box>760 97 804 110</box>
ad-dse-p4: 4. Last date / time of receipt of proposals is 29.11.2018 till 3.00PM. <box>11 1430 203 1438</box>
story2-rule <box>142 452 708 453</box>
table-cell: Supply of Glucometer and Test strips with Auto disable Lancets <box>458 1114 633 1132</box>
right-top-headline: ଭତ୍ତା ବଣ୍ଟନ ବେଳେ ଟଙ୍କା ଆଦାୟ <box>712 72 952 92</box>
lead-body-col2: ଉଦ୍ଘାଟନୀ ସଭାରେ ଜିଲ୍ଲା ଶିକ୍ଷା ଅଧିକାରୀ ମୁଖ୍ୟଅତିଥି ଭାବେ ଯୋଗ ଦେଇ କହିଥିଲେ ଯେ ଶିକ୍ଷକଙ୍କ ଦକ୍ଷତା ବୃଦ୍ଧି ପାଇଁ ସରକାର ବିଭିନ୍ନ ପଦକ୍ଷେପ ନେଉଛନ୍ତି । ପ୍ରଶିକ୍ଷଣ ପରେ ଶିକ୍ଷକମାନେ ଶ୍ରେଣୀଗୃହରେ ଉନ୍ନତ ମାନର ଶିକ୍ଷାଦାନ କରିପାରିବେ । ସମ୍ମାନିତ ଅତିଥି ଭାବେ ବ୍ଲକ ଶିକ୍ଷା ଅଧିକାରୀ, ପ୍ରଧାନଶିକ୍ଷକ ଓ ଶିକ୍ଷାବିତ୍ମାନେ ଯୋଗ ଦେଇଥିଲେ । ସମନ୍ୱୟକାରୀ କାର୍ଯ୍ୟକ୍ରମ ପରିଚାଳନା କରିଥିବା ବେଳେ ଶେଷରେ ଧନ୍ୟବାଦ ଅର୍ପଣ କରାଯାଇଥିଲା । ଶିକ୍ଷକମାନଙ୍କୁ ପାଠ୍ୟ ସାମଗ୍ରୀ ବଣ୍ଟନ କରାଯାଇଥିଲା । <box>278 358 554 400</box>
ad-osmc-title: Odisha State Medical Corporation Limited (OSMC) <box>434 969 692 1006</box>
table-cell: Selection of Agency to Conduct 'Online Competitive Examination for Recruitment of Contractual Teachers in Govt. Secondary Schools'. <box>30 1386 257 1404</box>
ad-bsc-item2: 2. The Pre-bid clarifications are available in the website www.smartcitybhubaneswar.gov.in <box>719 1016 935 1032</box>
table-row <box>372 1201 703 1226</box>
osmc-bid-col-cost: Bid Document Cost inclusive of GST (Rs.) <box>633 1097 703 1115</box>
ad-dse-title: DIRECTORATE OF SECONDARY EDUCATION <box>54 1276 314 1290</box>
ad-bsc-item1: 1. The modified schedule of bidding process are as follows: <box>719 983 892 991</box>
